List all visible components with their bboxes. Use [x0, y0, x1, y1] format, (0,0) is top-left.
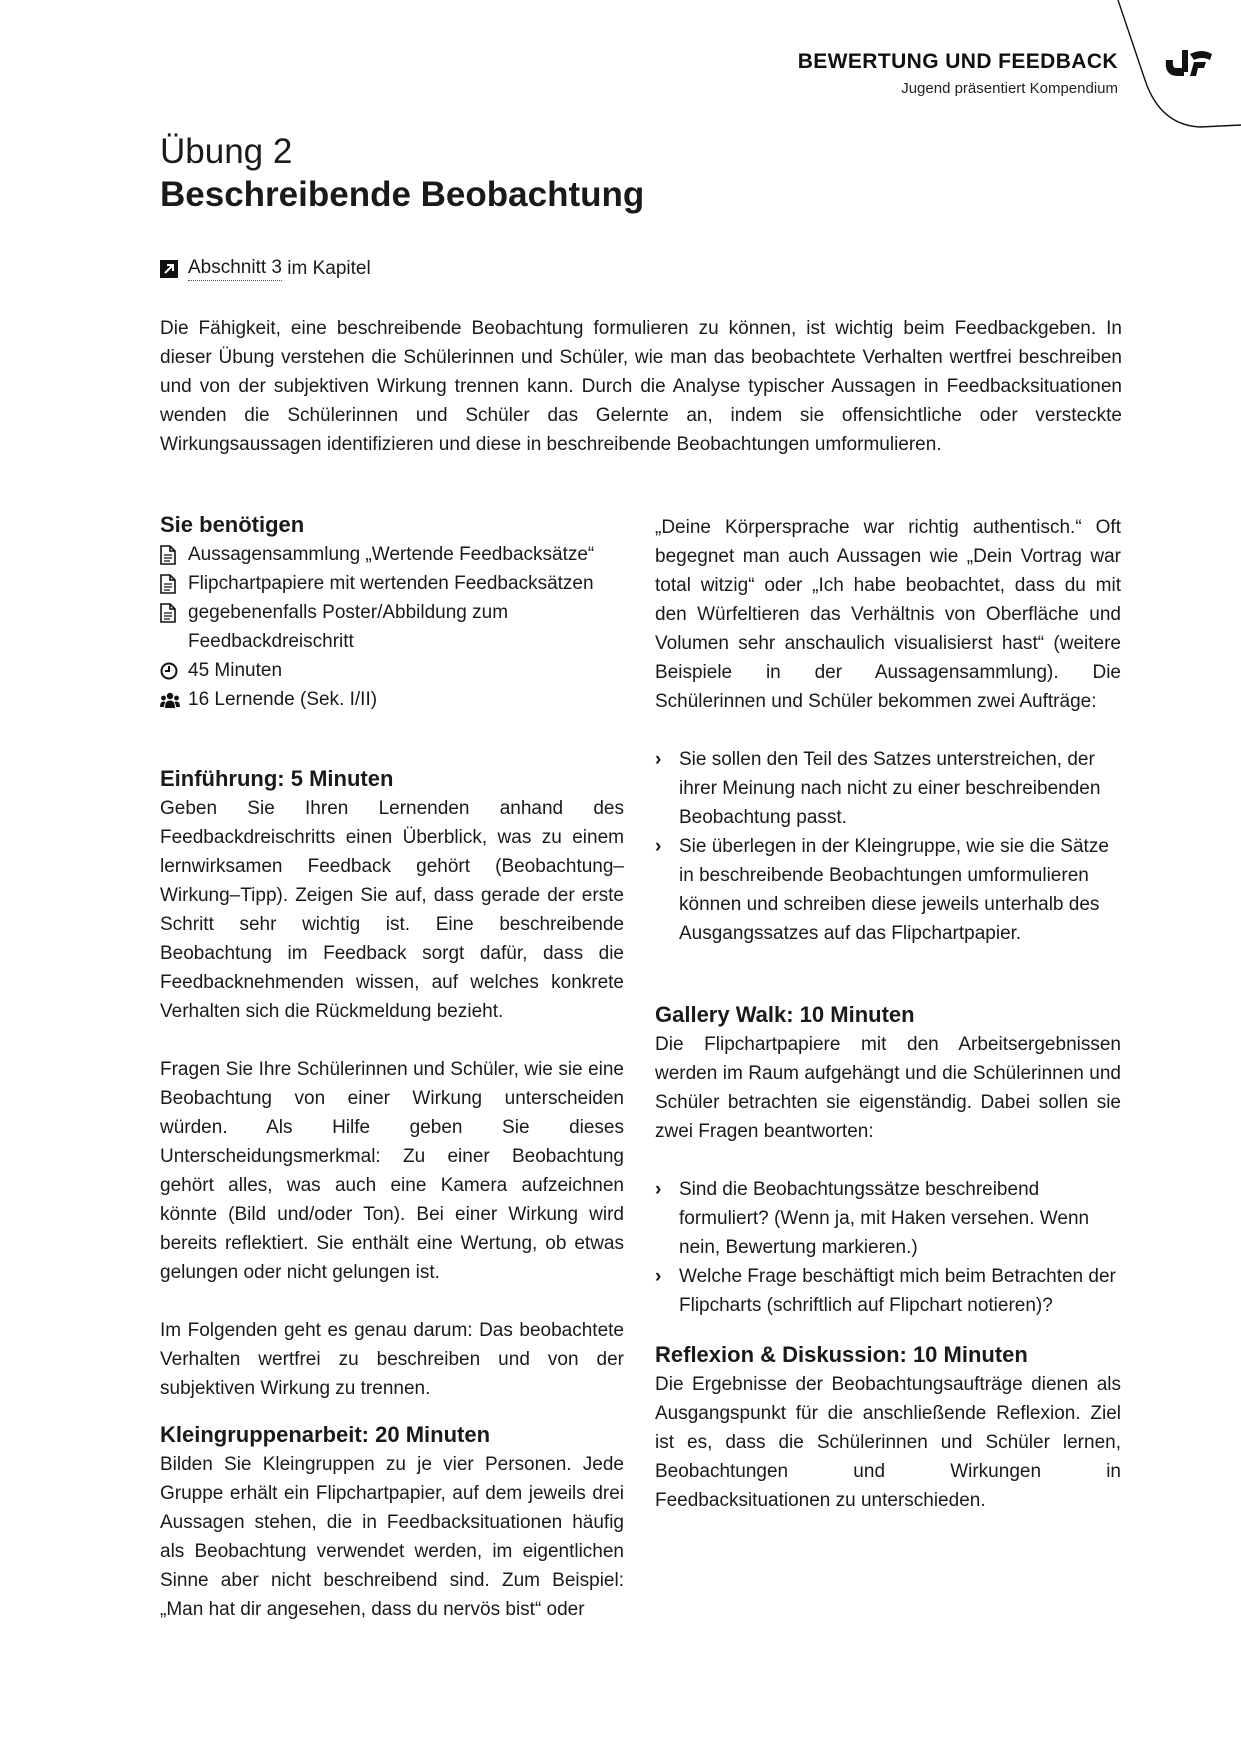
reference-rest: im Kapitel: [282, 257, 371, 279]
intro-section-paragraph-2: Fragen Sie Ihre Schülerinnen und Schüler, wie sie eine Beobachtung von einer Wirkung unterscheiden würden. Als Hilfe geben Sie dieses Unterscheidungsmerkmal: Zu einer Beobachtung gehört alles, was auch eine Kamera aufzeichnen könnte (Bild und/oder Ton). Bei einer Wirkung wird bereits reflektiert. Sie enthält eine Wertung, ob etwas gelungen oder nicht gelungen ist.: [160, 1059, 624, 1283]
document-icon: [160, 569, 188, 598]
intro-paragraph: Die Fähigkeit, eine beschreibende Beobachtung formulieren zu können, ist wichtig beim Feedbackgeben. In dieser Übung verstehen die Schülerinnen und Schüler, wie man das beobachtete Verhalten wertfrei beschreiben und von der subjektiven Wirkung trennen kann. Durch die Analyse typischer Aussagen in Feedbacksituationen wenden die Schülerinnen und Schüler das Gelernte an, indem sie offensichtliche oder versteckte Wirkungsaussagen identifizieren und diese in beschreibende Beobachtungen umformulieren.: [160, 318, 1122, 455]
materials-heading: Sie benötigen: [160, 512, 305, 537]
list-item: Aussagensammlung „Wertende Feedbacksätze“: [160, 540, 624, 569]
list-item: › Sie überlegen in der Kleingruppe, wie sie die Sätze in beschreibende Beobachtungen umformulieren können und schreiben diese jeweils unterhalb des Ausgangssatzes auf das Flipchartpapier.: [655, 832, 1121, 948]
list-item: 45 Minuten: [160, 656, 624, 685]
chevron-right-icon: ›: [655, 749, 662, 770]
list-item: 16 Lernende (Sek. I/II): [160, 685, 624, 714]
group-task-list: [655, 745, 1121, 948]
gallery-section-heading: Gallery Walk: 10 Minuten: [655, 1002, 915, 1027]
reflection-section-paragraph: Die Ergebnisse der Beobachtungsaufträge dienen als Ausgangspunkt für die anschließende Reflexion. Ziel ist es, dass die Schülerinnen und Schüler lernen, Beobachtungen und Wirkungen in Feedbacksituationen zu unterschieden.: [655, 1374, 1121, 1511]
list-item: Flipchartpapiere mit wertenden Feedbacksätzen: [160, 569, 624, 598]
document-icon: [160, 540, 188, 569]
group-section-continuation: „Deine Körpersprache war richtig authentisch.“ Oft begegnet man auch Aussagen wie „Dein Vortrag war total witzig“ oder „Ich habe beobachtet, dass du mit den Würfeltieren das Verhältnis von Oberfläche und Volumen sehr anschaulich visualisierst hast“ (weitere Beispiele in der Aussagensammlung). Die Schülerinnen und Schüler bekommen zwei Aufträge:: [655, 517, 1121, 712]
exercise-title: Beschreibende Beobachtung: [160, 175, 645, 214]
reference-link[interactable]: Abschnitt 3: [188, 256, 282, 281]
intro-section-paragraph-3: Im Folgenden geht es genau darum: Das beobachtete Verhalten wertfrei zu beschreiben und von der subjektiven Wirkung zu trennen.: [160, 1320, 624, 1399]
document-icon: [160, 598, 188, 627]
header-title: BEWERTUNG UND FEEDBACK: [797, 50, 1118, 73]
group-section-heading: Kleingruppenarbeit: 20 Minuten: [160, 1422, 491, 1447]
chevron-right-icon: ›: [655, 1179, 662, 1200]
intro-section-heading: Einführung: 5 Minuten: [160, 766, 394, 791]
chevron-right-icon: ›: [655, 1266, 662, 1287]
list-item: › Welche Frage beschäftigt mich beim Betrachten der Flipcharts (schriftlich auf Flipchart notieren)?: [655, 1262, 1121, 1320]
list-item: › Sind die Beobachtungssätze beschreibend formuliert? (Wenn ja, mit Haken versehen. Wenn nein, Bewertung markieren.): [655, 1175, 1121, 1262]
reflection-section-heading: Reflexion & Diskussion: 10 Minuten: [655, 1342, 1028, 1367]
list-item: › Sie sollen den Teil des Satzes unterstreichen, der ihrer Meinung nach nicht zu einer beschreibenden Beobachtung passt.: [655, 745, 1121, 832]
gallery-section-paragraph: Die Flipchartpapiere mit den Arbeitsergebnissen werden im Raum aufgehängt und die Schülerinnen und Schüler betrachten sie eigenständig. Dabei sollen sie zwei Fragen beantworten:: [655, 1034, 1121, 1142]
list-item: gegebenenfalls Poster/Abbildung zum Feedbackdreischritt: [160, 598, 624, 656]
header-subtitle: Jugend präsentiert Kompendium: [901, 80, 1118, 97]
group-icon: [160, 685, 188, 714]
intro-section-paragraph-1: Geben Sie Ihren Lernenden anhand des Feedbackdreischritts einen Überblick, was zu einem lernwirksamen Feedback gehört (Beobachtung–Wirkung–Tipp). Zeigen Sie auf, dass gerade der erste Schritt sehr wichtig ist. Eine beschreibende Beobachtung im Feedback sorgt dafür, dass die Feedbacknehmenden wissen, auf welches konkrete Verhalten sich die Rückmeldung bezieht.: [160, 798, 624, 1022]
brand-logo-icon: [1162, 46, 1214, 80]
materials-list: [160, 540, 624, 714]
clock-icon: [160, 656, 188, 685]
section-reference[interactable]: [160, 256, 371, 281]
chevron-right-icon: ›: [655, 836, 662, 857]
group-section-paragraph: Bilden Sie Kleingruppen zu je vier Personen. Jede Gruppe erhält ein Flipchartpapier, auf dem jeweils drei Aussagen stehen, die in Feedbacksituationen häufig als Beobachtung verwendet werden, im eigentlichen Sinne aber nicht beschreibend sind. Zum Beispiel: „Man hat dir angesehen, dass du nervös bist“ oder: [160, 1454, 624, 1620]
arrow-up-right-icon: [160, 260, 178, 278]
gallery-question-list: [655, 1175, 1121, 1320]
exercise-number: Übung 2: [160, 132, 293, 171]
right-column: [655, 513, 1121, 1515]
left-column: [160, 510, 624, 1624]
